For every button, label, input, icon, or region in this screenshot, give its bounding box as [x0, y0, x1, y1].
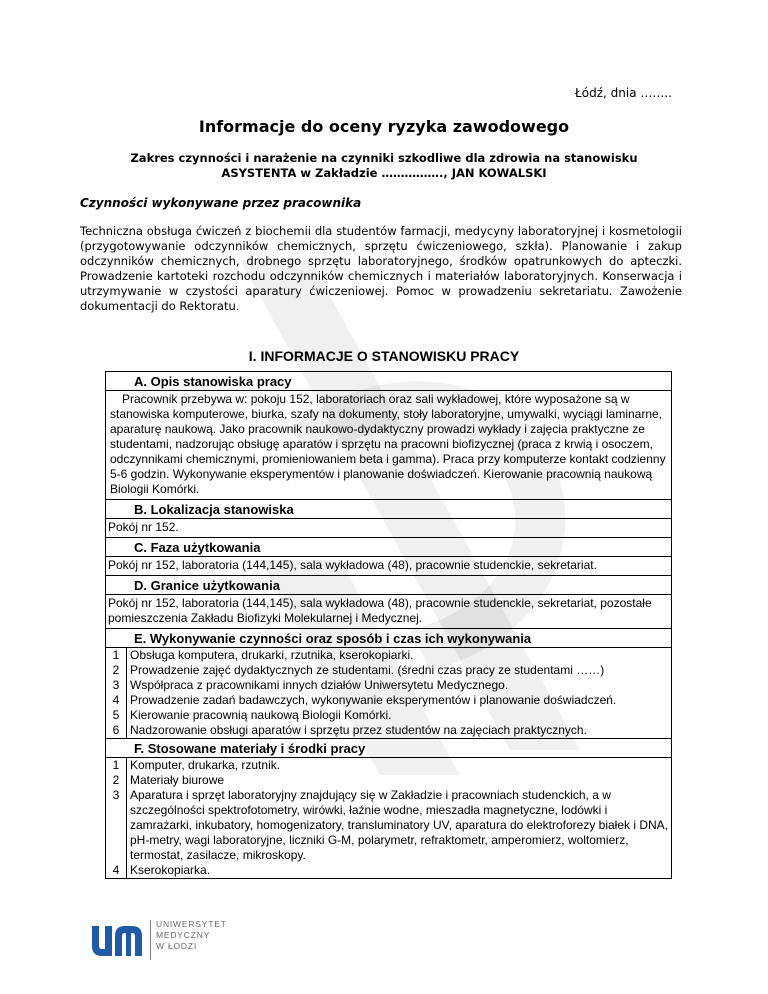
- item-number: 1: [106, 648, 127, 663]
- item-text: Materiały biurowe: [130, 773, 225, 787]
- list-item: [106, 678, 671, 693]
- section-c-heading: C. Faza użytkowania: [106, 537, 671, 556]
- list-item: [106, 663, 671, 678]
- list-item: [106, 758, 671, 773]
- item-number: 3: [106, 788, 127, 863]
- item-number: 2: [106, 773, 127, 788]
- list-item: [106, 693, 671, 708]
- section-b-heading: B. Lokalizacja stanowiska: [106, 499, 671, 518]
- list-item: [106, 863, 671, 878]
- list-item: [106, 723, 671, 738]
- list-item: [106, 648, 671, 663]
- logo-text-line-1: UNIWERSYTET: [156, 919, 227, 929]
- item-number: 5: [106, 708, 127, 723]
- duties-heading: Czynności wykonywane przez pracownika: [80, 196, 362, 210]
- section-e-heading: E. Wykonywanie czynności oraz sposób i czas ich wykonywania: [106, 628, 671, 647]
- document-subtitle: [100, 151, 668, 181]
- section-c-text: Pokój nr 152, laboratoria (144,145), sala wykładowa (48), pracownie studenckie, sekretariat.: [106, 556, 671, 575]
- item-text: Komputer, drukarka, rzutnik.: [130, 758, 281, 772]
- section-b-text: Pokój nr 152.: [106, 518, 671, 537]
- duties-text: Techniczna obsługa ćwiczeń z biochemii dla studentów farmacji, medycyny laboratoryjnej i kosmetologii (przygotowywanie odczynników chemicznych, sprzętu ćwiczeniowego, szkła). Planowanie i zakup odczynników chemicznych, drobnego sprzętu laboratoryjnego, środków opatrunkowych do apteczki. Prowadzenie kartoteki rozchodu odczynników chemicznych i materiałów laboratoryjnych. Konserwacja i utrzymywanie w czystości aparatury ćwiczeniowej. Pomoc w prowadzeniu sekretariatu. Zawożenie dokumentacji do Rektoratu.: [80, 224, 682, 313]
- university-logo: [90, 916, 280, 964]
- item-text: Współpraca z pracownikami innych działów Uniwersytetu Medycznego.: [130, 678, 509, 692]
- subtitle-line-1: Zakres czynności i narażenie na czynniki szkodliwe dla zdrowia na stanowisku: [130, 151, 638, 165]
- item-number: 2: [106, 663, 127, 678]
- item-text: Obsługa komputera, drukarki, rzutnika, kserokopiarki.: [130, 648, 414, 662]
- item-text: Kierowanie pracownią naukową Biologii Komórki.: [130, 708, 392, 722]
- item-text: Prowadzenie zadań badawczych, wykonywanie eksperymentów i planowanie doświadczeń.: [130, 693, 617, 707]
- logo-text: [156, 919, 227, 952]
- item-text: Aparatura i sprzęt laboratoryjny znajdujący się w Zakładzie i pracowniach studenckich, a w szczególności spektrofotometry, wirówki, łaźnie wodne, mieszadła magnetyczne, lodówki i zamrażarki, inkubatory, homogenizatory, transluminatory UV, aparatura do elektroforezy białek i DNA, pH-metry, wagi laboratoryjne, liczniki G-M, polarymetr, refraktometr, amperomierz, woltomierz, termostat, zasilacze, mikroskopy.: [130, 788, 669, 862]
- subtitle-line-2: ASYSTENTA w Zakładzie ……………., JAN KOWALSKI: [221, 166, 547, 180]
- section-d-text: Pokój nr 152, laboratoria (144,145), sala wykładowa (48), pracownie studenckie, sekretariat, pozostałe pomieszczenia Zakładu Biofizyki Molekularnej i Medycznej.: [106, 594, 671, 628]
- date-line: Łódź, dnia ……..: [575, 86, 672, 100]
- item-number: 4: [106, 693, 127, 708]
- um-logo-icon: [90, 922, 144, 958]
- logo-text-line-3: W ŁODZI: [156, 941, 198, 951]
- item-number: 6: [106, 723, 127, 738]
- section-e-list: [106, 647, 671, 738]
- list-item: [106, 773, 671, 788]
- part-title: I. INFORMACJE O STANOWISKU PRACY: [248, 348, 520, 364]
- item-text: Kserokopiarka.: [130, 863, 211, 877]
- item-number: 3: [106, 678, 127, 693]
- item-text: Prowadzenie zajęć dydaktycznych ze studentami. (średni czas pracy ze studentami ……): [130, 663, 605, 677]
- item-number: 4: [106, 863, 127, 878]
- workstation-table: [105, 371, 672, 879]
- section-f-heading: F. Stosowane materiały i środki pracy: [106, 738, 671, 757]
- logo-separator: [150, 920, 151, 960]
- list-item: [106, 788, 671, 863]
- item-number: 1: [106, 758, 127, 773]
- item-text: Nadzorowanie obsługi aparatów i sprzętu przez studentów na zajęciach praktycznych.: [130, 723, 587, 737]
- section-a-heading: A. Opis stanowiska pracy: [134, 374, 292, 389]
- section-f-list: [106, 757, 671, 878]
- logo-text-line-2: MEDYCZNY: [156, 930, 211, 940]
- document-title: Informacje do oceny ryzyka zawodowego: [198, 117, 570, 136]
- list-item: [106, 708, 671, 723]
- section-d-heading: D. Granice użytkowania: [106, 575, 671, 594]
- section-a-text: Pracownik przebywa w: pokoju 152, laboratoriach oraz sali wykładowej, które wyposażone są w stanowiska komputerowe, biurka, szafy na dokumenty, stoły laboratoryjne, umywalki, wyciągi laminarne, aparaturę naukową. Jako pracownik naukowo-dydaktyczny prowadzi wykłady i zajęcia praktyczne ze studentami, nadzorując obsługę aparatów i sprzętu na pracowni biofizycznej (praca z krwią i osoczem, odczynnikami chemicznymi, promieniowaniem beta i gamma). Praca przy komputerze kontakt codzienny 5-6 godzin. Wykonywanie eksperymentów i planowanie doświadczeń. Kierowanie pracownią naukową Biologii Komórki.: [106, 390, 671, 499]
